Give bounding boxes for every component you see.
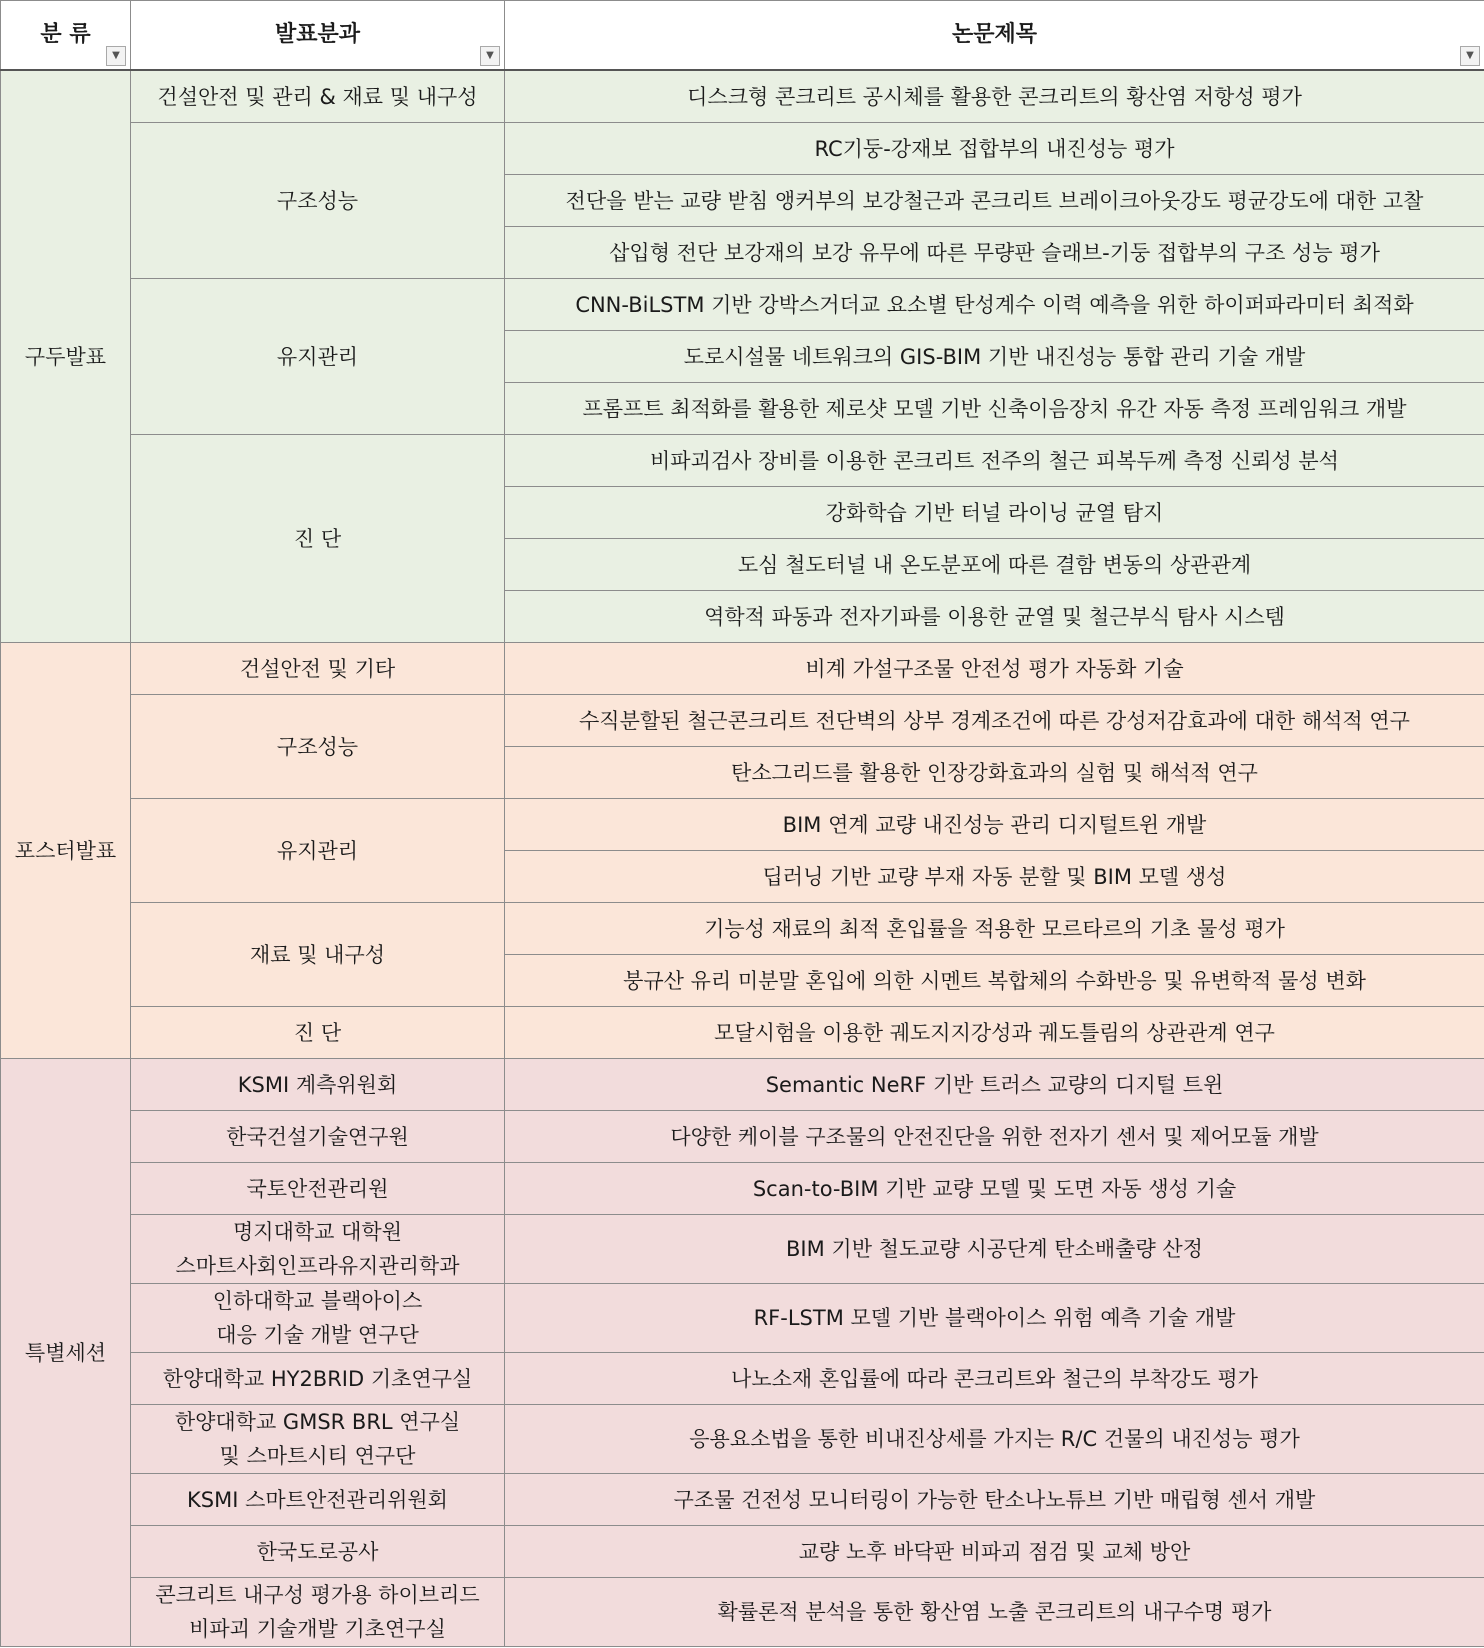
table-row [1,123,1484,175]
table-row [1,70,1484,123]
table-row [1,799,1484,851]
session-line: 및 스마트시티 연구단 [219,1444,416,1468]
session-line: 비파괴 기술개발 기초연구실 [189,1617,446,1641]
session-cell[interactable] [131,1215,505,1284]
title-cell[interactable]: 도로시설물 네트워크의 GIS-BIM 기반 내진성능 통합 관리 기술 개발 [505,331,1484,383]
session-cell[interactable]: 유지관리 [131,799,505,903]
session-line: 명지대학교 대학원 [233,1220,402,1244]
category-cell-oral[interactable]: 구두발표 [1,70,131,643]
title-cell[interactable]: 모달시험을 이용한 궤도지지강성과 궤도틀림의 상관관계 연구 [505,1007,1484,1059]
title-cell[interactable]: 비계 가설구조물 안전성 평가 자동화 기술 [505,643,1484,695]
session-cell[interactable] [131,1578,505,1647]
header-row [1,1,1484,71]
title-cell[interactable]: Scan-to-BIM 기반 교량 모델 및 도면 자동 생성 기술 [505,1163,1484,1215]
title-cell[interactable]: 교량 노후 바닥판 비파괴 점검 및 교체 방안 [505,1526,1484,1578]
title-cell[interactable]: 도심 철도터널 내 온도분포에 따른 결함 변동의 상관관계 [505,539,1484,591]
session-cell[interactable]: 진 단 [131,435,505,643]
session-cell[interactable]: 한국건설기술연구원 [131,1111,505,1163]
category-cell-special[interactable]: 특별세션 [1,1059,131,1647]
table-row [1,1059,1484,1111]
title-cell[interactable]: 역학적 파동과 전자기파를 이용한 균열 및 철근부식 탐사 시스템 [505,591,1484,643]
session-cell[interactable]: 건설안전 및 기타 [131,643,505,695]
oral-group [1,70,1484,643]
title-cell[interactable]: 전단을 받는 교량 받침 앵커부의 보강철근과 콘크리트 브레이크아웃강도 평균강도에 대한 고찰 [505,175,1484,227]
table-row [1,435,1484,487]
session-cell[interactable]: KSMI 스마트안전관리위원회 [131,1474,505,1526]
title-cell[interactable]: 다양한 케이블 구조물의 안전진단을 위한 전자기 센서 및 제어모듈 개발 [505,1111,1484,1163]
table-row [1,1215,1484,1284]
table-row [1,1163,1484,1215]
title-cell[interactable]: 확률론적 분석을 통한 황산염 노출 콘크리트의 내구수명 평가 [505,1578,1484,1647]
table-row [1,1111,1484,1163]
title-cell[interactable]: BIM 연계 교량 내진성능 관리 디지털트윈 개발 [505,799,1484,851]
session-cell[interactable] [131,1405,505,1474]
table-row [1,1007,1484,1059]
session-line: 한양대학교 GMSR BRL 연구실 [174,1410,461,1434]
session-cell[interactable]: 진 단 [131,1007,505,1059]
table-row [1,1526,1484,1578]
poster-group [1,643,1484,1059]
session-cell[interactable]: 구조성능 [131,695,505,799]
session-cell[interactable]: 국토안전관리원 [131,1163,505,1215]
session-line: 스마트사회인프라유지관리학과 [175,1254,460,1278]
session-line: 인하대학교 블랙아이스 [212,1289,423,1313]
table-row [1,903,1484,955]
title-cell[interactable]: 나노소재 혼입률에 따라 콘크리트와 철근의 부착강도 평가 [505,1353,1484,1405]
table-row [1,279,1484,331]
filter-dropdown-icon[interactable]: ▼ [106,46,126,66]
title-cell[interactable]: 강화학습 기반 터널 라이닝 균열 탐지 [505,487,1484,539]
title-cell[interactable]: 붕규산 유리 미분말 혼입에 의한 시멘트 복합체의 수화반응 및 유변학적 물성 변화 [505,955,1484,1007]
table-row [1,1474,1484,1526]
session-cell[interactable]: 유지관리 [131,279,505,435]
title-cell[interactable]: 응용요소법을 통한 비내진상세를 가지는 R/C 건물의 내진성능 평가 [505,1405,1484,1474]
table-row [1,1405,1484,1474]
title-cell[interactable]: 구조물 건전성 모니터링이 가능한 탄소나노튜브 기반 매립형 센서 개발 [505,1474,1484,1526]
title-cell[interactable]: 딥러닝 기반 교량 부재 자동 분할 및 BIM 모델 생성 [505,851,1484,903]
title-cell[interactable]: BIM 기반 철도교량 시공단계 탄소배출량 산정 [505,1215,1484,1284]
session-cell[interactable] [131,1284,505,1353]
category-cell-poster[interactable]: 포스터발표 [1,643,131,1059]
title-cell[interactable]: 디스크형 콘크리트 공시체를 활용한 콘크리트의 황산염 저항성 평가 [505,70,1484,123]
title-cell[interactable]: CNN-BiLSTM 기반 강박스거더교 요소별 탄성계수 이력 예측을 위한 하이퍼파라미터 최적화 [505,279,1484,331]
table-row [1,1578,1484,1647]
session-cell[interactable]: 재료 및 내구성 [131,903,505,1007]
session-cell[interactable]: 구조성능 [131,123,505,279]
title-cell[interactable]: 기능성 재료의 최적 혼입률을 적용한 모르타르의 기초 물성 평가 [505,903,1484,955]
filter-dropdown-icon[interactable]: ▼ [480,46,500,66]
title-cell[interactable]: Semantic NeRF 기반 트러스 교량의 디지털 트윈 [505,1059,1484,1111]
session-cell[interactable]: 한국도로공사 [131,1526,505,1578]
session-line: 콘크리트 내구성 평가용 하이브리드 [155,1583,480,1607]
title-cell[interactable]: 비파괴검사 장비를 이용한 콘크리트 전주의 철근 피복두께 측정 신뢰성 분석 [505,435,1484,487]
session-cell[interactable]: 건설안전 및 관리 & 재료 및 내구성 [131,70,505,123]
table-row [1,695,1484,747]
title-cell[interactable]: 삽입형 전단 보강재의 보강 유무에 따른 무량판 슬래브-기둥 접합부의 구조 성능 평가 [505,227,1484,279]
table-row [1,1353,1484,1405]
filter-dropdown-icon[interactable]: ▼ [1460,46,1480,66]
title-cell[interactable]: 프롬프트 최적화를 활용한 제로샷 모델 기반 신축이음장치 유간 자동 측정 프레임워크 개발 [505,383,1484,435]
header-title[interactable]: 논문제목 ▼ [505,1,1484,71]
title-cell[interactable]: RC기둥-강재보 접합부의 내진성능 평가 [505,123,1484,175]
header-session[interactable]: 발표분과 ▼ [131,1,505,71]
special-group [1,1059,1484,1647]
title-cell[interactable]: 수직분할된 철근콘크리트 전단벽의 상부 경계조건에 따른 강성저감효과에 대한 해석적 연구 [505,695,1484,747]
table-row [1,1284,1484,1353]
session-line: 대응 기술 개발 연구단 [216,1323,419,1347]
session-cell[interactable]: 한양대학교 HY2BRID 기초연구실 [131,1353,505,1405]
title-cell[interactable]: 탄소그리드를 활용한 인장강화효과의 실험 및 해석적 연구 [505,747,1484,799]
title-cell[interactable]: RF-LSTM 모델 기반 블랙아이스 위험 예측 기술 개발 [505,1284,1484,1353]
header-category[interactable]: 분 류 ▼ [1,1,131,71]
session-cell[interactable]: KSMI 계측위원회 [131,1059,505,1111]
table-row [1,643,1484,695]
